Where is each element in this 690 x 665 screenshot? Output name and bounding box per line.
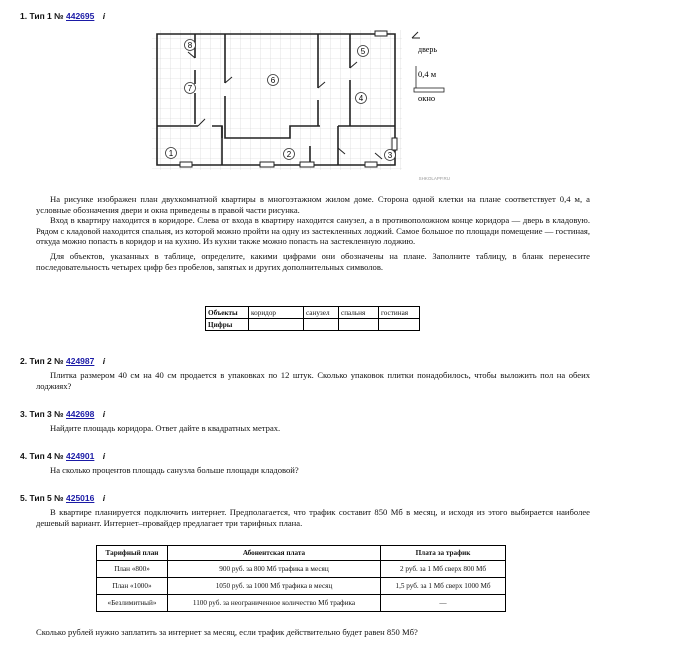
- table-cell: План «1000»: [97, 578, 168, 595]
- table-header-digits: Цифры: [206, 319, 249, 331]
- answer-cell[interactable]: [339, 319, 379, 331]
- plan-legend: [412, 32, 444, 103]
- q2-text: Плитка размером 40 см на 40 см продается в упаковках по 12 штук. Сколько упаковок плитки понадобилось, чтобы выложить пол на обеих лоджиях?: [36, 370, 590, 391]
- table-row: [97, 595, 506, 612]
- svg-text:8: 8: [187, 41, 193, 50]
- table-cell: «Безлимитный»: [97, 595, 168, 612]
- room-3-label: [385, 150, 396, 161]
- room-6-label: [268, 75, 279, 86]
- q5-question: Сколько рублей нужно заплатить за интернет за месяц, если трафик действительно будет равен 850 Мб?: [36, 627, 418, 637]
- q4-info-icon[interactable]: i: [102, 451, 106, 461]
- table-cell: 1,5 руб. за 1 Мб сверх 1000 Мб: [381, 578, 506, 595]
- q4-id-link[interactable]: 424901: [66, 451, 95, 461]
- svg-text:3: 3: [387, 151, 393, 160]
- legend-door-label: дверь: [418, 45, 437, 54]
- q2-header: 2. Тип 2 № 424987 i: [20, 356, 106, 366]
- q1-header: [20, 11, 105, 21]
- q1-text: [36, 194, 590, 272]
- svg-text:4: 4: [358, 94, 364, 103]
- table-header-row: [97, 546, 506, 561]
- legend-window-label: окно: [418, 93, 436, 103]
- room-1-label: [166, 148, 177, 159]
- table-header-objects: Объекты: [206, 307, 249, 319]
- table-cell: 2 руб. за 1 Мб сверх 800 Мб: [381, 561, 506, 578]
- q3-info-icon[interactable]: i: [102, 409, 106, 419]
- q4-header: 4. Тип 4 № 424901 i: [20, 451, 106, 461]
- table-row: [97, 561, 506, 578]
- table-cell: 900 руб. за 800 Мб трафика в месяц: [168, 561, 381, 578]
- q1-type: Тип 1 №: [29, 11, 64, 21]
- answer-cell[interactable]: [304, 319, 339, 331]
- svg-text:7: 7: [187, 84, 193, 93]
- table-header: Абонентская плата: [168, 546, 381, 561]
- table-cell: спальня: [339, 307, 379, 319]
- room-4-label: [356, 93, 367, 104]
- svg-text:2: 2: [286, 150, 292, 159]
- q5-text: В квартире планируется подключить интернет. Предполагается, что трафик составит 850 Мб в месяц, и исходя из этого выбирается наиболее дешевый вариант. Интернет–провайдер предлагает три тарифных плана.: [36, 507, 590, 528]
- table-cell: коридор: [249, 307, 304, 319]
- room-7-label: [185, 83, 196, 94]
- table-cell: 1100 руб. за неограниченное количество Мб трафика: [168, 595, 381, 612]
- q5-tariff-table: [96, 545, 506, 612]
- q1-number: 1.: [20, 11, 28, 21]
- q1-id-link[interactable]: 442695: [66, 11, 95, 21]
- q1-paragraph-1: На рисунке изображен план двухкомнатной квартиры в многоэтажном жилом доме. Сторона одной клетки на плане соответствует 0,4 м, а условные обозначения двери и окна приведены в правой части рисунка.: [36, 194, 590, 215]
- room-8-label: [185, 40, 196, 51]
- table-cell: —: [381, 595, 506, 612]
- q3-id-link[interactable]: 442698: [66, 409, 95, 419]
- table-cell: санузел: [304, 307, 339, 319]
- svg-text:1: 1: [168, 149, 174, 158]
- q3-header: 3. Тип 3 № 442698 i: [20, 409, 106, 419]
- svg-text:6: 6: [270, 76, 276, 85]
- table-header: Тарифный план: [97, 546, 168, 561]
- q4-text: На сколько процентов площадь санузла больше площади кладовой?: [50, 465, 299, 475]
- q3-text: Найдите площадь коридора. Ответ дайте в квадратных метрах.: [50, 423, 281, 433]
- q1-paragraph-3: Для объектов, указанных в таблице, определите, какими цифрами они обозначены на плане. Заполните таблицу, в бланк перенесите последовательность четырех цифр без пробелов, запятых и других дополнительных символов.: [36, 250, 590, 272]
- svg-text:5: 5: [360, 47, 366, 56]
- q1-paragraph-2: Вход в квартиру находится в коридоре. Слева от входа в квартиру находится санузел, а в противоположном конце коридора — дверь в кладовую. Рядом с кладовой находится спальня, из которой можно пройти на одну из застекленных лоджий. Самое большое по площади помещение — гостиная, откуда можно попасть в коридор и на кухню. Из кухни также можно попасть на застекленную лоджию.: [36, 215, 590, 247]
- q2-id-link[interactable]: 424987: [66, 356, 95, 366]
- table-row: [97, 578, 506, 595]
- floor-plan: [150, 28, 460, 183]
- q1-answer-table: [205, 306, 420, 331]
- answer-cell[interactable]: [379, 319, 420, 331]
- legend-scale-label: 0,4 м: [418, 69, 437, 79]
- table-cell: 1050 руб. за 1000 Мб трафика в месяц: [168, 578, 381, 595]
- q5-info-icon[interactable]: i: [102, 493, 106, 503]
- q5-header: 5. Тип 5 № 425016 i: [20, 493, 106, 503]
- table-row: [206, 307, 420, 319]
- watermark: SHKOLAPP.RU: [418, 176, 450, 181]
- table-header: Плата за трафик: [381, 546, 506, 561]
- q1-info-icon[interactable]: i: [102, 11, 106, 21]
- q2-info-icon[interactable]: i: [102, 356, 106, 366]
- room-5-label: [358, 46, 369, 57]
- q5-id-link[interactable]: 425016: [66, 493, 95, 503]
- room-2-label: [284, 149, 295, 160]
- answer-cell[interactable]: [249, 319, 304, 331]
- table-cell: План «800»: [97, 561, 168, 578]
- table-cell: гостиная: [379, 307, 420, 319]
- table-row: [206, 319, 420, 331]
